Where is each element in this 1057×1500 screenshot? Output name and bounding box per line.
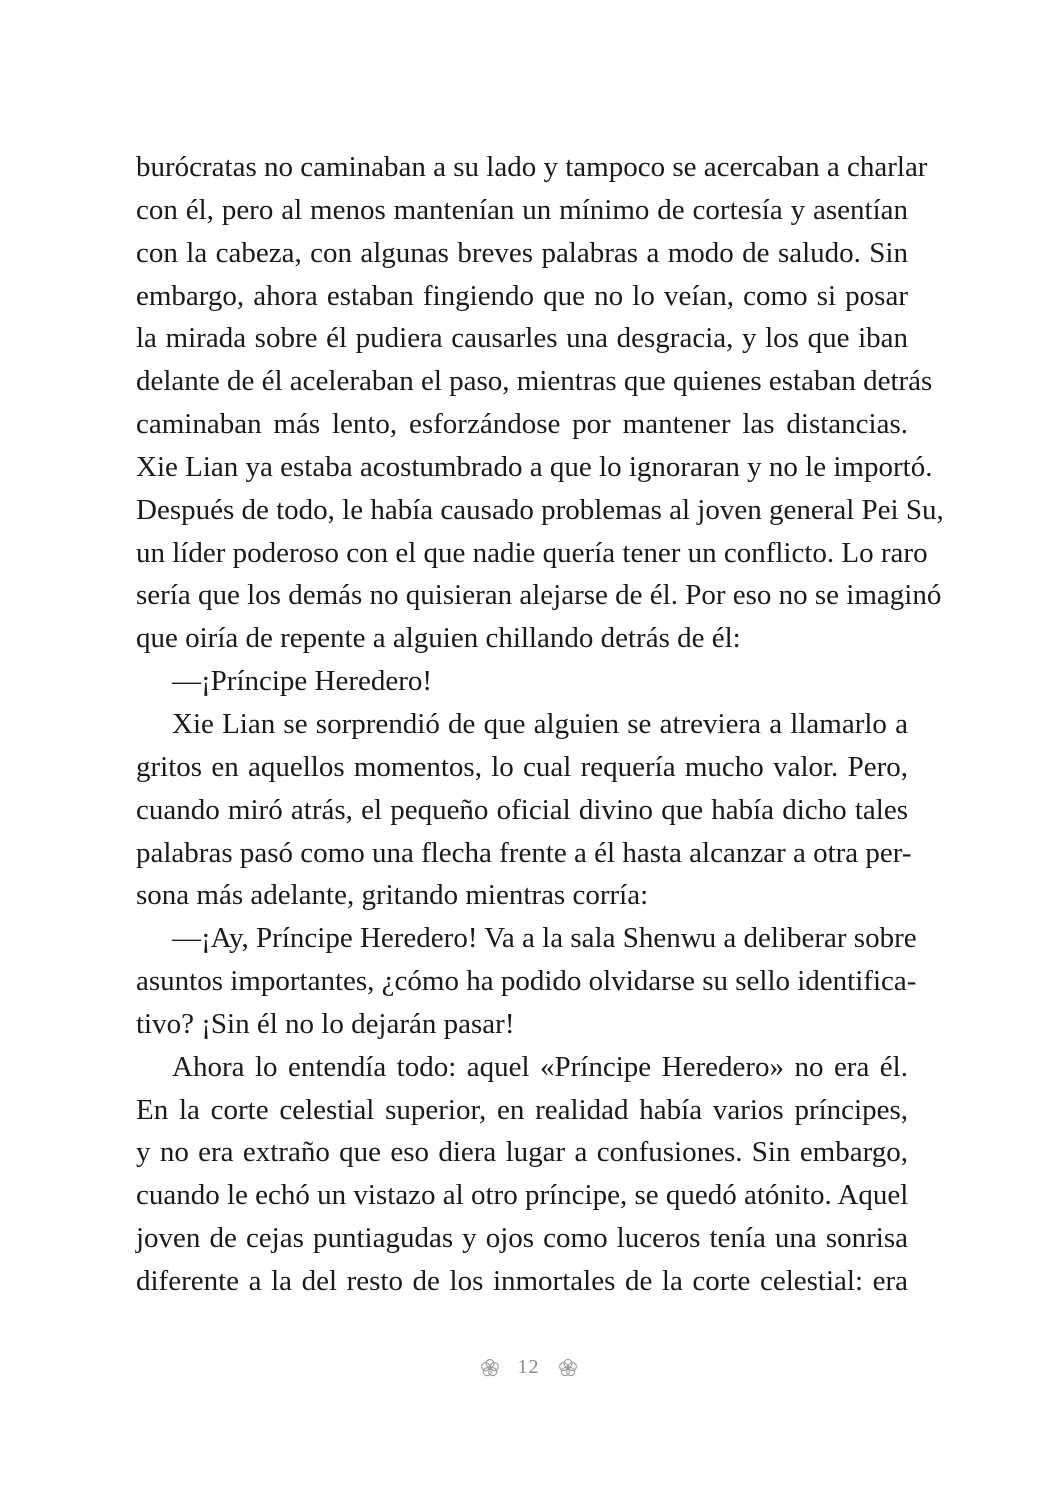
text-line: que oiría de repente a alguien chillando detrás de él: [136,622,741,655]
text-line: gritos en aquellos momentos, lo cual requería mucho valor. Pero, [136,750,908,783]
text-line: En la corte celestial superior, en realidad había varios príncipes, [136,1093,908,1126]
text-line: cuando le echó un vistazo al otro príncipe, se quedó atónito. Aquel [136,1179,909,1212]
text-line: delante de él aceleraban el paso, mientras que quienes estaban detrás [136,365,933,398]
text-line: caminaban más lento, esforzándose por mantener las distancias. [136,408,908,441]
text-line: Xie Lian se sorprendió de que alguien se atreviera a llamarlo a [172,707,908,740]
text-line: Ahora lo entendía todo: aquel «Príncipe Heredero» no era él. [172,1050,908,1083]
body-text [136,146,944,1303]
text-line: sona más adelante, gritando mientras corría: [136,879,649,912]
text-line: con él, pero al menos mantenían un mínimo de cortesía y asentían [136,193,908,226]
text-line: y no era extraño que eso diera lugar a confusiones. Sin embargo, [136,1136,908,1169]
ornament-center [488,1366,491,1369]
text-line: sería que los demás no quisieran alejarse de él. Por eso no se imaginó [136,579,942,612]
ornament-center [566,1366,569,1369]
flower-ornament-icon [480,1358,500,1378]
text-line: un líder poderoso con el que nadie quería tener un conflicto. Lo raro [136,536,928,569]
text-line: embargo, ahora estaban fingiendo que no lo veían, como si posar [136,279,908,312]
flower-ornament-icon [558,1358,578,1378]
text-line: la mirada sobre él pudiera causarles una desgracia, y los que iban [136,322,908,355]
text-line: —¡Ay, Príncipe Heredero! Va a la sala Shenwu a deliberar sobre [172,922,917,955]
page-number: 12 [517,1356,540,1378]
page-footer [0,1356,1057,1379]
text-line: diferente a la del resto de los inmortales de la corte celestial: era [136,1264,908,1297]
text-line: palabras pasó como una flecha frente a él hasta alcanzar a otra per- [136,836,912,869]
text-line: tivo? ¡Sin él no lo dejarán pasar! [136,1007,515,1040]
text-line: Xie Lian ya estaba acostumbrado a que lo ignoraran y no le importó. [136,450,933,483]
text-line: burócratas no caminaban a su lado y tampoco se acercaban a charlar [136,151,928,183]
text-line: joven de cejas puntiagudas y ojos como luceros tenía una sonrisa [136,1222,908,1255]
text-line: Después de todo, le había causado problemas al joven general Pei Su, [136,493,944,526]
text-line: con la cabeza, con algunas breves palabras a modo de saludo. Sin [136,236,908,269]
text-line: asuntos importantes, ¿cómo ha podido olvidarse su sello identifica- [136,965,917,998]
text-line: —¡Príncipe Heredero! [172,665,433,698]
text-line: cuando miró atrás, el pequeño oficial divino que había dicho tales [136,793,908,826]
